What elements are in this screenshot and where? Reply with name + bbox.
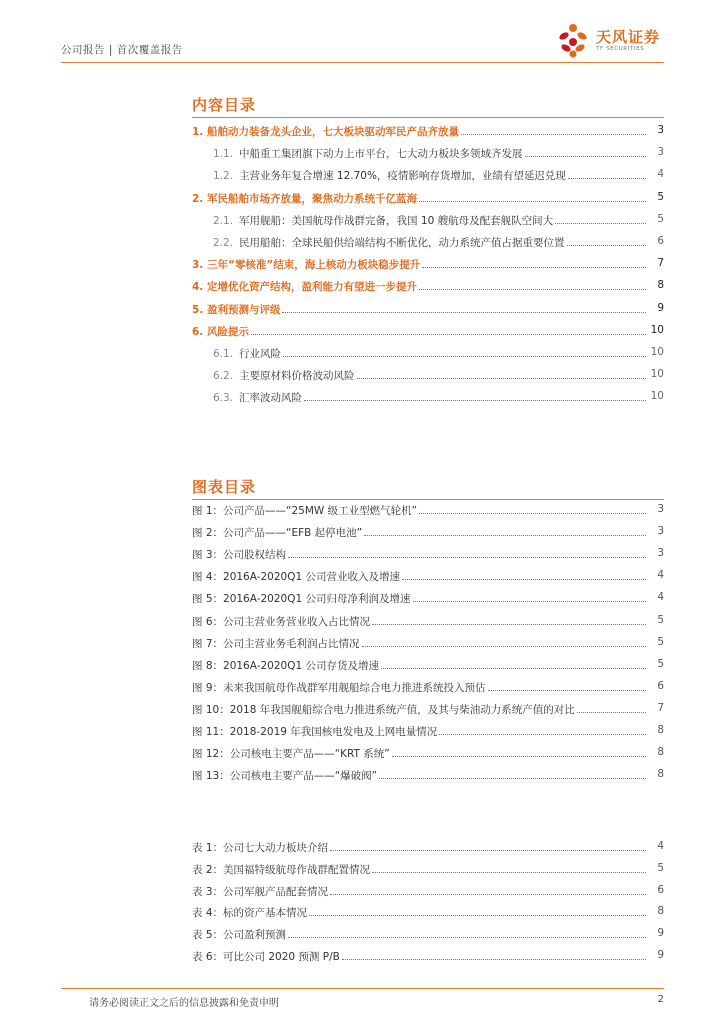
leader-dots [342, 959, 664, 960]
entry-text: 图 7：公司主营业务毛利润占比情况 [192, 637, 360, 650]
leader-dots [251, 334, 664, 335]
entry-page-number: 4 [646, 591, 664, 603]
leader-dots [357, 378, 664, 379]
entry-text: 图 3：公司股权结构 [192, 549, 287, 562]
entry-text: 图 2：公司产品——“EFB 起停电池” [192, 527, 363, 540]
leader-dots [379, 778, 664, 779]
leader-dots [381, 668, 664, 669]
entry-text: 图 8：2016A-2020Q1 公司存货及增速 [192, 659, 379, 672]
logo-subtitle: TF SECURITIES [596, 46, 645, 52]
entry-text: 表 4：标的资产基本情况 [192, 907, 308, 920]
entry-text: 4. 定增优化资产结构，盈利能力有望进一步提升 [192, 281, 417, 294]
page-number: 2 [657, 994, 664, 1005]
entry-label [192, 636, 362, 651]
entry-page-number: 4 [646, 840, 664, 852]
entry-label [192, 569, 402, 584]
entry-number: 6.3. [213, 392, 234, 405]
entry-page-number: 6 [646, 680, 664, 692]
figures-title: 图表目录 [192, 478, 257, 496]
report-type-label: 公司报告 | 首次覆盖报告 [61, 44, 183, 56]
entry-page-number: 3 [646, 503, 664, 515]
leader-dots [439, 734, 664, 735]
toc-title-rule [192, 117, 664, 118]
entry-page-number: 5 [646, 213, 664, 225]
entry-label [192, 614, 372, 629]
entry-label [192, 884, 330, 899]
toc-entry[interactable] [0, 324, 724, 342]
entry-number: 1.1. [213, 148, 234, 161]
entry-text: 图 13：公司核电主要产品——“爆破阀” [192, 770, 378, 783]
entry-text: 表 3：公司军舰产品配套情况 [192, 885, 329, 898]
entry-page-number: 8 [646, 768, 664, 780]
figure-entry[interactable] [0, 547, 724, 565]
figure-entry[interactable] [0, 569, 724, 587]
entry-text: 表 2：美国福特级航母作战群配置情况 [192, 863, 371, 876]
entry-label [213, 390, 304, 405]
figure-entry[interactable] [0, 658, 724, 676]
entry-page-number: 10 [646, 346, 664, 358]
leader-dots [488, 690, 664, 691]
entry-page-number: 5 [646, 658, 664, 670]
entry-page-number: 7 [646, 702, 664, 714]
figure-entry[interactable] [0, 591, 724, 609]
table-entry[interactable] [0, 949, 724, 967]
figure-entry[interactable] [0, 702, 724, 720]
entry-label [213, 168, 568, 183]
entry-page-number: 10 [646, 368, 664, 380]
leader-dots [419, 201, 664, 202]
entry-text: 图 4：2016A-2020Q1 公司营业收入及增速 [192, 571, 400, 584]
toc-entry[interactable] [0, 235, 724, 253]
entry-page-number: 6 [646, 235, 664, 247]
leader-dots [419, 513, 664, 514]
entry-text: 主营业务年复合增速 12.70%，疫情影响存货增加，业绩有望延迟兑现 [239, 170, 566, 183]
toc-entry[interactable] [0, 213, 724, 231]
entry-label [192, 768, 379, 783]
entry-page-number: 10 [646, 324, 664, 336]
footer-rule [61, 988, 664, 989]
entry-label [192, 927, 288, 942]
figure-entry[interactable] [0, 768, 724, 786]
entry-label [192, 191, 419, 206]
entry-page-number: 8 [646, 905, 664, 917]
entry-page-number: 9 [646, 927, 664, 939]
entry-label [192, 862, 372, 877]
entry-label [213, 346, 283, 361]
leader-dots [282, 312, 664, 313]
figure-entry[interactable] [0, 636, 724, 654]
figure-entry[interactable] [0, 614, 724, 632]
entry-label [213, 213, 555, 228]
leader-dots [413, 601, 664, 602]
entry-label [192, 324, 251, 339]
entry-label [213, 368, 357, 383]
entry-label [192, 702, 577, 717]
entry-page-number: 3 [646, 124, 664, 136]
figure-entry[interactable] [0, 525, 724, 543]
leader-dots [330, 894, 664, 895]
leader-dots [392, 756, 664, 757]
entry-text: 图 6：公司主营业务营业收入占比情况 [192, 615, 371, 628]
entry-page-number: 3 [646, 525, 664, 537]
table-entry[interactable] [0, 927, 724, 945]
company-logo [556, 22, 664, 60]
entry-text: 表 1：公司七大动力板块介绍 [192, 842, 329, 854]
leader-dots [372, 624, 664, 625]
page-header [61, 28, 664, 72]
table-entry[interactable] [0, 840, 724, 858]
toc-entry[interactable] [0, 124, 724, 142]
entry-page-number: 5 [646, 636, 664, 648]
entry-label [213, 146, 525, 161]
leader-dots [309, 915, 664, 916]
leader-dots [283, 356, 664, 357]
entry-label [192, 905, 309, 920]
leader-dots [419, 289, 664, 290]
entry-page-number: 10 [646, 390, 664, 402]
entry-page-number: 5 [646, 191, 664, 203]
entry-page-number: 9 [646, 302, 664, 314]
entry-number: 2.1. [213, 214, 234, 227]
entry-text: 5. 盈利预测与评级 [192, 303, 281, 316]
entry-text: 6. 风险提示 [192, 325, 249, 338]
entry-label [192, 840, 330, 855]
toc-entry[interactable] [0, 368, 724, 386]
disclaimer-note: 请务必阅读正文之后的信息披露和免责申明 [89, 998, 279, 1009]
entry-text: 图 1：公司产品——“25MW 级工业型燃气轮机” [192, 505, 418, 517]
entry-number: 6.1. [213, 348, 234, 360]
entry-page-number: 3 [646, 547, 664, 559]
entry-page-number: 8 [646, 724, 664, 736]
leader-dots [422, 267, 664, 268]
leader-dots [372, 872, 664, 873]
entry-page-number: 5 [646, 614, 664, 626]
entry-text: 军用舰船：美国航母作战群完备，我国 10 艘航母及配套舰队空间大 [239, 214, 554, 227]
table-entry[interactable] [0, 905, 724, 923]
leader-dots [364, 535, 664, 536]
entry-text: 图 11：2018-2019 年我国核电发电及上网电量情况 [192, 726, 438, 738]
entry-label [192, 658, 381, 673]
entry-text: 2. 军民船舶市场齐放量，聚焦动力系统千亿蓝海 [192, 192, 417, 205]
leader-dots [525, 156, 664, 157]
toc-entry[interactable] [0, 257, 724, 275]
entry-text: 图 12：公司核电主要产品——“KRT 系统” [192, 748, 390, 761]
entry-page-number: 8 [646, 746, 664, 758]
entry-text: 汇率波动风险 [239, 392, 303, 405]
entry-number: 1.2. [213, 170, 234, 183]
toc-title: 内容目录 [192, 96, 257, 114]
entry-label [192, 302, 282, 317]
entry-text: 行业风险 [239, 348, 282, 360]
toc-entry[interactable] [0, 279, 724, 297]
entry-label [192, 547, 288, 562]
entry-text: 1. 船舶动力装备龙头企业，七大板块驱动军民产品齐放量 [192, 126, 459, 138]
leader-dots [288, 557, 664, 558]
entry-label [192, 503, 419, 518]
entry-label [192, 257, 422, 272]
leader-dots [304, 400, 664, 401]
toc-entry[interactable] [0, 168, 724, 186]
entry-text: 图 10：2018 年我国舰船综合电力推进系统产值，及其与柴油动力系统产值的对比 [192, 703, 575, 716]
entry-text: 表 6：可比公司 2020 预测 P/B [192, 951, 340, 963]
leader-dots [461, 134, 664, 135]
toc-entry[interactable] [0, 191, 724, 209]
entry-label [192, 746, 392, 761]
entry-page-number: 4 [646, 168, 664, 180]
figure-entry[interactable] [0, 724, 724, 742]
entry-number: 6.2. [213, 370, 234, 383]
leader-dots [330, 850, 664, 851]
toc-entry[interactable] [0, 146, 724, 164]
entry-text: 3. 三年“零核准”结束，海上核动力板块稳步提升 [192, 259, 421, 272]
entry-text: 表 5：公司盈利预测 [192, 929, 287, 942]
entry-text: 图 9：未来我国航母作战群军用舰船综合电力推进系统投入预估 [192, 681, 486, 694]
entry-label [192, 591, 413, 606]
entry-label [192, 680, 488, 695]
entry-label [192, 525, 364, 540]
entry-page-number: 4 [646, 569, 664, 581]
entry-number: 2.2. [213, 237, 234, 249]
entry-page-number: 8 [646, 279, 664, 291]
entry-page-number: 9 [646, 949, 664, 961]
entry-page-number: 3 [646, 146, 664, 158]
figure-entry[interactable] [0, 680, 724, 698]
figure-entry[interactable] [0, 503, 724, 521]
leader-dots [402, 579, 664, 580]
leader-dots [362, 646, 664, 647]
logo-name: 天风证券 [596, 28, 661, 46]
entry-label [192, 279, 419, 294]
toc-entry[interactable] [0, 302, 724, 320]
entry-label [192, 724, 439, 739]
entry-label [213, 235, 567, 250]
tf-logo-icon [556, 22, 590, 60]
entry-text: 图 5：2016A-2020Q1 公司归母净利润及增速 [192, 593, 411, 606]
entry-label [192, 949, 342, 964]
entry-text: 民用船舶：全球民船供给端结构不断优化，动力系统产值占据重要位置 [239, 237, 565, 249]
toc-entry[interactable] [0, 346, 724, 364]
entry-page-number: 5 [646, 862, 664, 874]
figures-title-rule [192, 499, 664, 500]
entry-page-number: 7 [646, 257, 664, 269]
toc-entry[interactable] [0, 390, 724, 408]
figure-entry[interactable] [0, 746, 724, 764]
entry-text: 中船重工集团旗下动力上市平台，七大动力板块多领域齐发展 [239, 148, 523, 161]
header-rule [61, 62, 664, 63]
table-entry[interactable] [0, 862, 724, 880]
entry-label [192, 124, 461, 139]
table-entry[interactable] [0, 884, 724, 902]
entry-text: 主要原材料价格波动风险 [239, 370, 355, 383]
entry-page-number: 6 [646, 884, 664, 896]
leader-dots [288, 937, 664, 938]
